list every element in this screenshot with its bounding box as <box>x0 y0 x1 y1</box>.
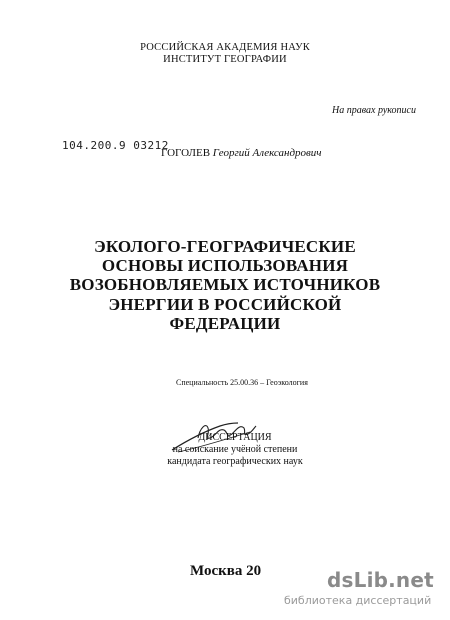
title-line-3: ВОЗОБНОВЛЯЕМЫХ ИСТОЧНИКОВ <box>69 275 381 294</box>
title-line-5: ФЕДЕРАЦИИ <box>169 314 281 333</box>
registration-stamp: 104.200.9 03212 <box>62 139 169 152</box>
watermark-logo: dsLib.net <box>327 568 434 592</box>
degree-line-2: кандидата географических наук <box>167 456 303 467</box>
title-line-4: ЭНЕРГИИ В РОССИЙСКОЙ <box>108 295 342 314</box>
specialty-line: Специальность 25.00.36 – Геоэкология <box>176 378 308 387</box>
author-surname: ГОГОЛЕВ <box>161 147 211 159</box>
institute-name: ИНСТИТУТ ГЕОГРАФИИ <box>163 54 287 65</box>
title-line-2: ОСНОВЫ ИСПОЛЬЗОВАНИЯ <box>101 256 349 275</box>
dissertation-label: ДИССЕРТАЦИЯ <box>198 432 272 443</box>
author-name <box>161 147 322 159</box>
title-line-1: ЭКОЛОГО-ГЕОГРАФИЧЕСКИЕ <box>94 237 356 256</box>
degree-line-1: на соискание учёной степени <box>172 444 298 455</box>
author-given-name: Георгий Александрович <box>212 147 322 159</box>
watermark-subtitle: библиотека диссертаций <box>284 594 432 607</box>
academy-name: РОССИЙСКАЯ АКАДЕМИЯ НАУК <box>140 42 310 53</box>
manuscript-rights-note: На правах рукописи <box>332 105 416 116</box>
city-year: Москва 20 <box>190 563 262 579</box>
